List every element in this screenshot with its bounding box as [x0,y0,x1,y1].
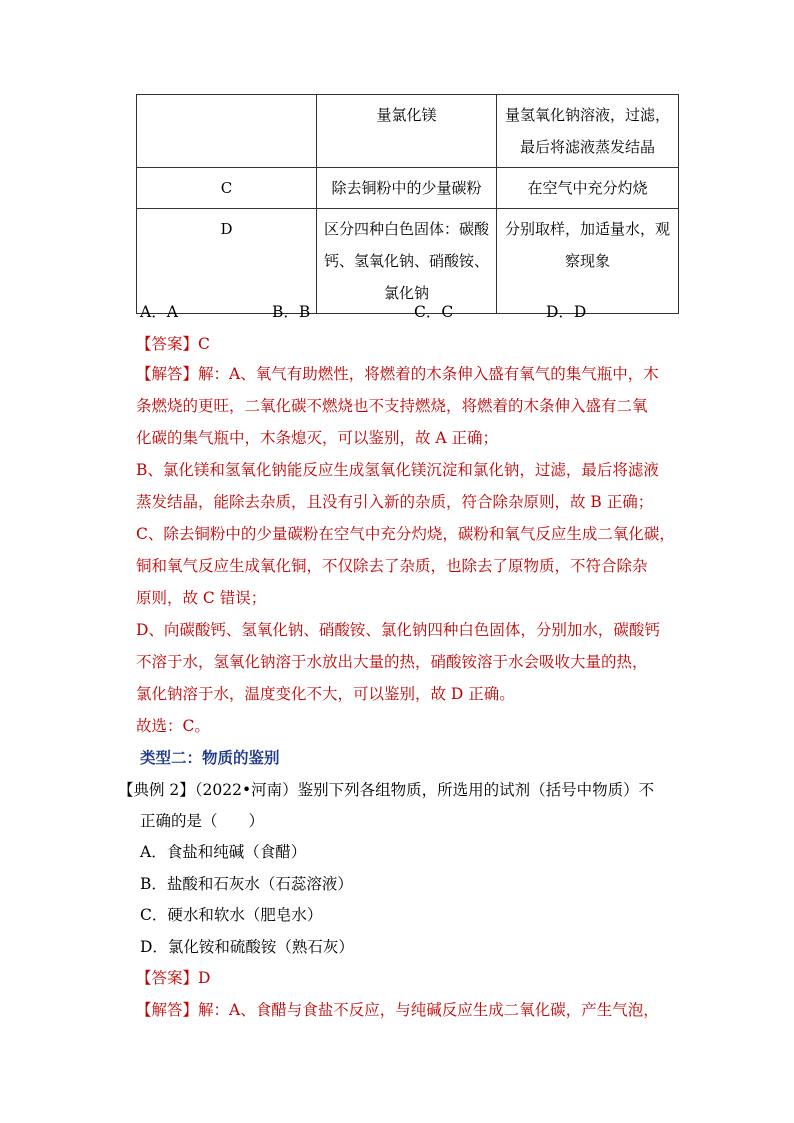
option-d: D．氯化铵和硫酸铵（熟石灰） [140,938,354,956]
table-cell: 除去铜粉中的少量碳粉 [317,168,497,209]
table-row [137,95,679,168]
table-row [137,168,679,209]
answer-value: C [198,335,210,353]
table-row [137,209,679,314]
option-b: B．盐酸和石灰水（石蕊溶液） [140,875,353,893]
section-heading: 类型二：物质的鉴别 [140,748,280,767]
question-stem-continued: 正确的是（ ） [140,812,265,830]
option-c: C．硬水和软水（肥皂水） [140,906,323,924]
choice-c: C．C [414,303,454,321]
table-cell: 量氯化镁 [317,95,497,168]
table-cell: 区分四种白色固体：碳酸钙、氢氧化钠、硝酸铵、氯化钠 [317,209,497,314]
analysis-line: 条燃烧的更旺，二氧化碳不燃烧也不支持燃烧，将燃着的木条伸入盛有二氧 [136,397,648,415]
analysis-line: D、向碳酸钙、氢氧化钠、硝酸铵、氯化钠四种白色固体，分别加水，碳酸钙 [136,621,660,639]
table-cell: C [137,168,317,209]
example-label: 【典例 2】 [118,781,195,799]
table-cell: 分别取样，加适量水，观察现象 [497,209,679,314]
answer-line-1 [136,334,210,354]
analysis-line: 故选：C。 [136,717,210,735]
analysis-line: 蒸发结晶，能除去杂质，且没有引入新的杂质，符合除杂原则，故 B 正确； [136,493,654,511]
answer-value: D [198,969,211,987]
choice-d: D．D [546,303,587,321]
analysis-line [136,364,659,384]
analysis-line: B、氯化镁和氢氧化钠能反应生成氢氧化镁沉淀和氯化钠，过滤，最后将滤液 [136,461,659,479]
answer-label: 【答案】 [136,335,199,353]
choice-b: B．B [272,303,311,321]
analysis-line [136,1000,659,1020]
stem-text: （2022•河南）鉴别下列各组物质，所选用的试剂（括号中物质）不 [194,781,655,799]
analysis-line: C、除去铜粉中的少量碳粉在空气中充分灼烧，碳粉和氧气反应生成二氧化碳， [136,525,675,543]
question-stem [118,780,654,800]
analysis-label: 【解答】 [136,365,199,383]
answer-line-2 [136,968,210,988]
table-cell [137,95,317,168]
analysis-text: 解：A、食醋与食盐不反应，与纯碱反应生成二氧化碳，产生气泡， [198,1001,659,1019]
analysis-text: 解：A、氧气有助燃性，将燃着的木条伸入盛有氧气的集气瓶中，木 [198,365,659,383]
analysis-line: 原则，故 C 错误； [136,589,267,607]
table-cell: 量氢氧化钠溶液，过滤，最后将滤液蒸发结晶 [497,95,679,168]
answer-label: 【答案】 [136,969,199,987]
analysis-line: 氯化钠溶于水，温度变化不大，可以鉴别，故 D 正确。 [136,685,515,703]
table-cell: D [137,209,317,314]
choice-a: A．A [140,303,178,321]
analysis-line: 化碳的集气瓶中，木条熄灭，可以鉴别，故 A 正确； [136,429,499,447]
analysis-line: 不溶于水，氢氧化钠溶于水放出大量的热，硝酸铵溶于水会吸收大量的热， [136,653,648,671]
analysis-label: 【解答】 [136,1001,199,1019]
table-cell: 在空气中充分灼烧 [497,168,679,209]
options-table [136,94,679,314]
option-a: A．食盐和纯碱（食醋） [140,843,307,861]
analysis-line: 铜和氧气反应生成氧化铜，不仅除去了杂质，也除去了原物质，不符合除杂 [136,557,648,575]
